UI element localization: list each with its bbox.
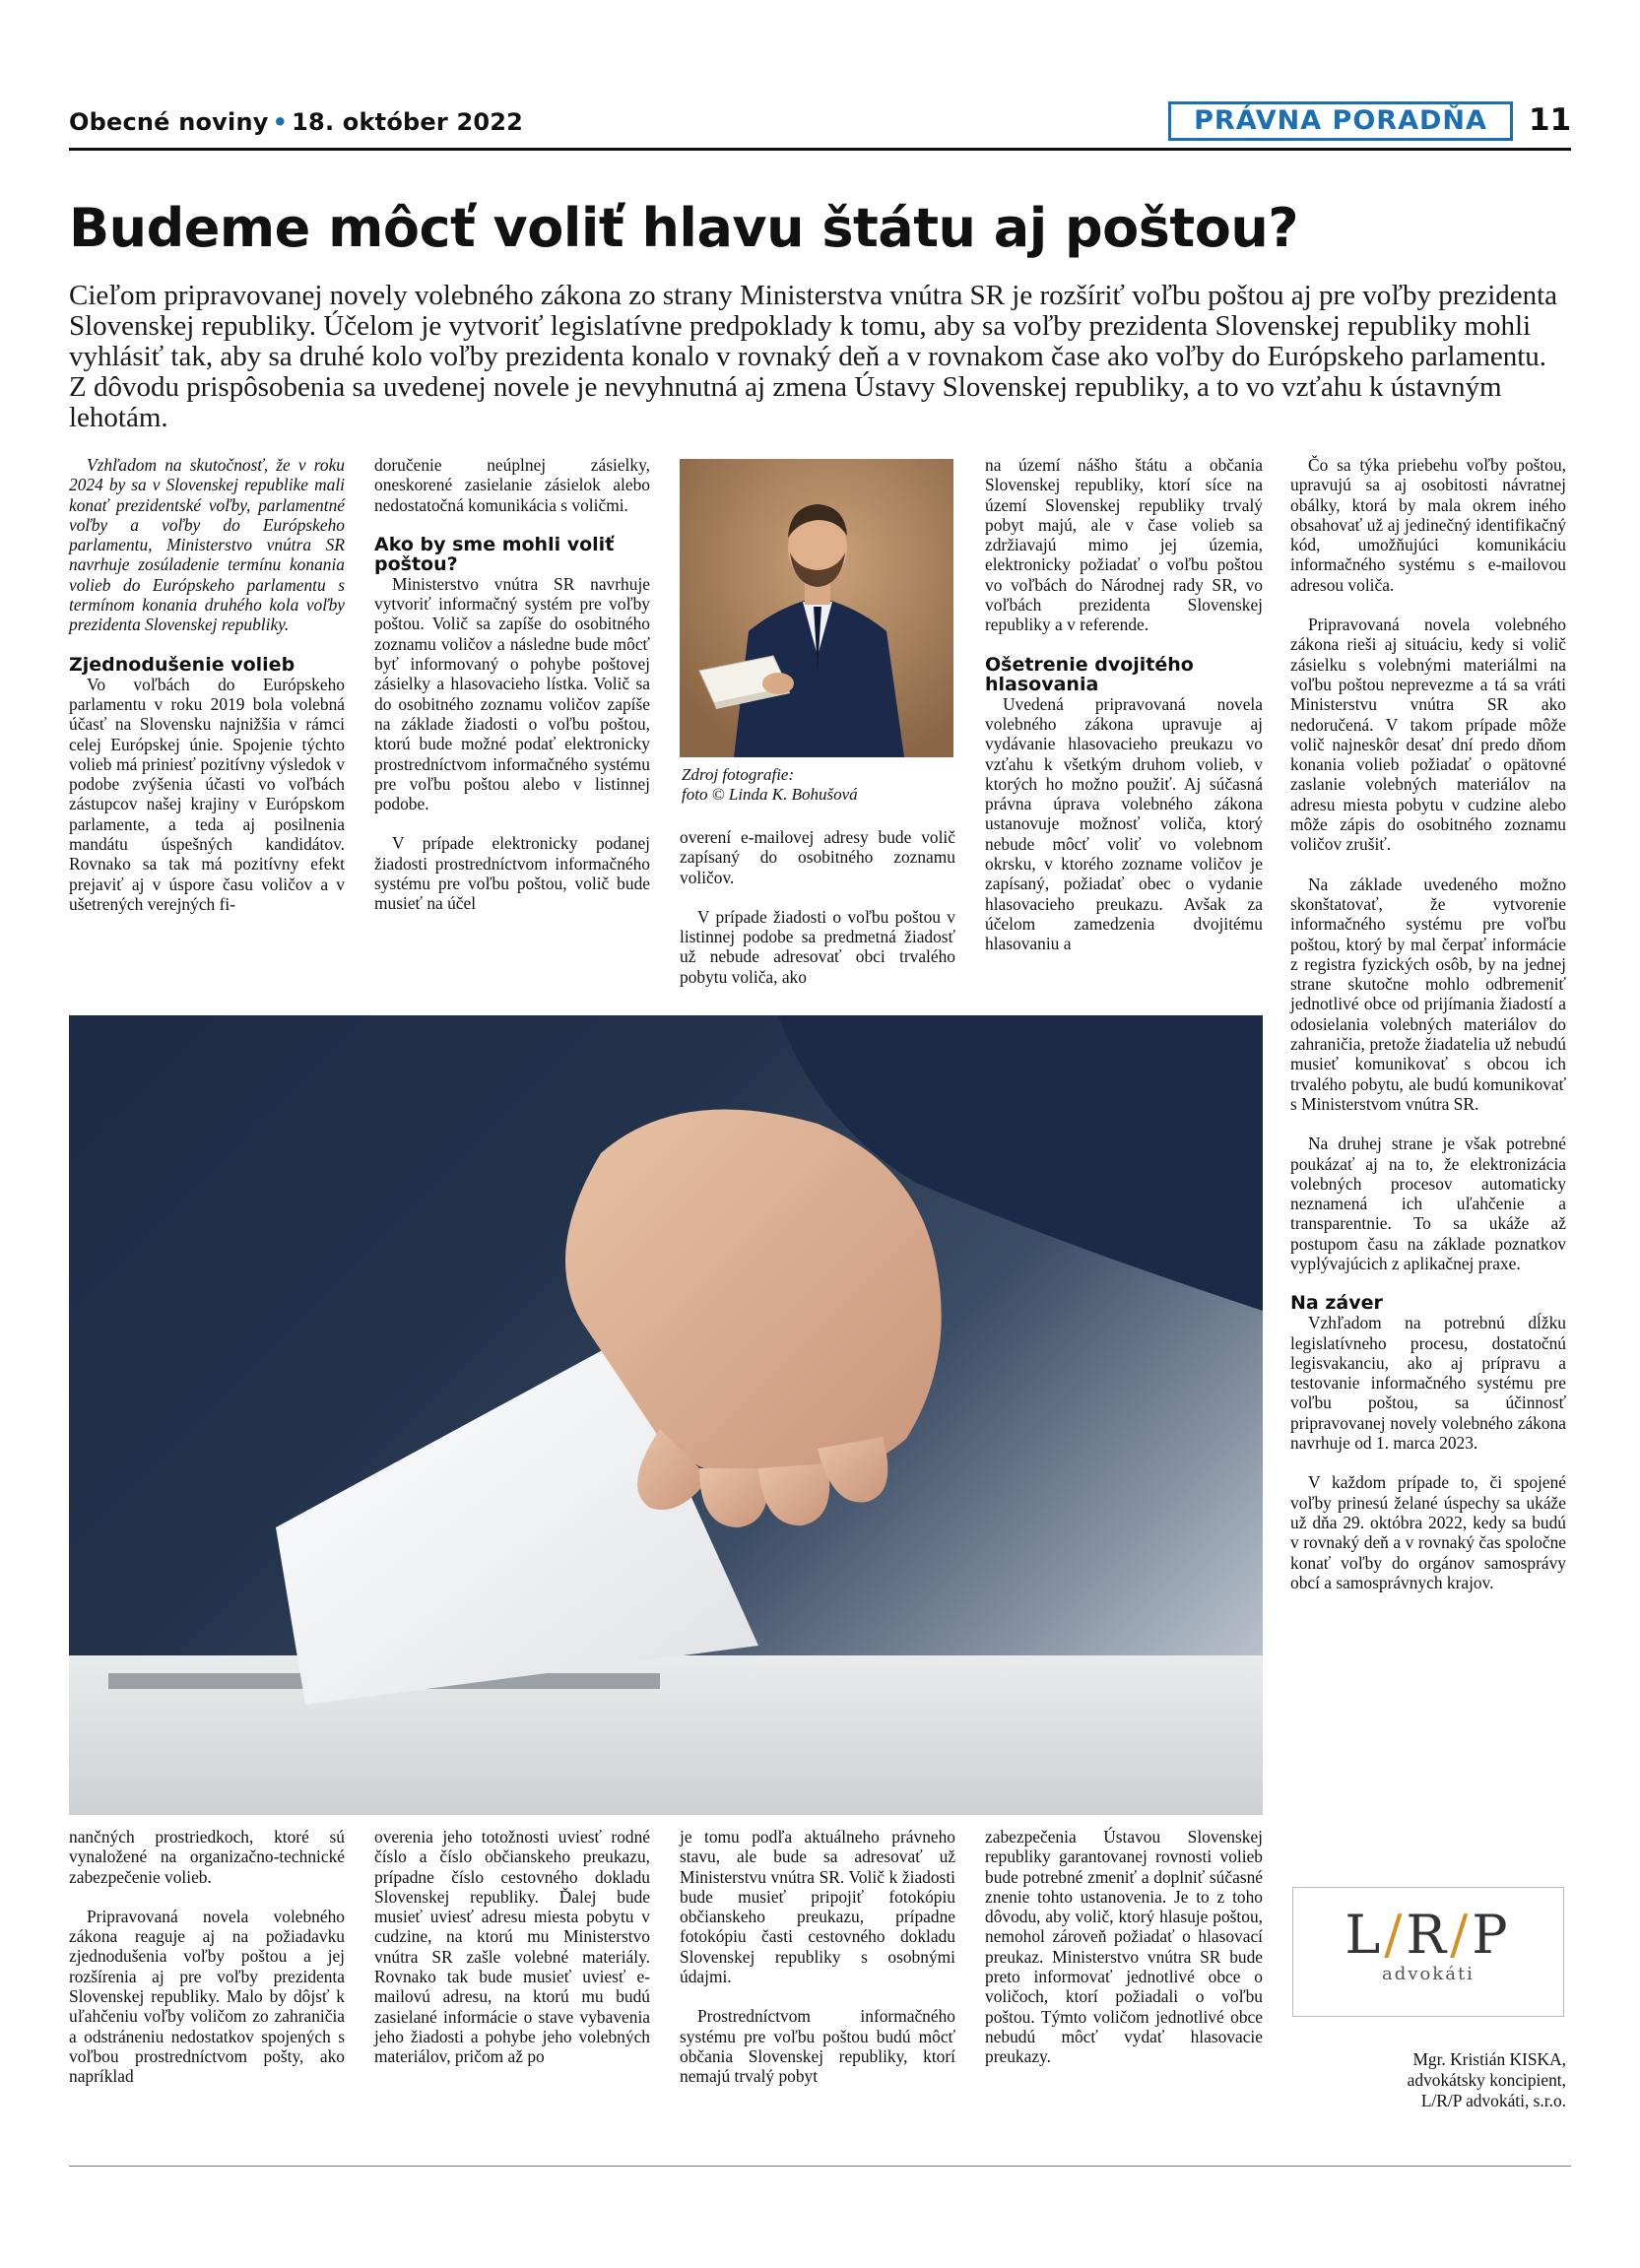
article-title: Budeme môcť voliť hlavu štátu aj poštou? bbox=[69, 197, 1299, 259]
column-3-bottom bbox=[680, 1827, 955, 2087]
column-4-top bbox=[985, 455, 1263, 954]
column-2-bottom bbox=[374, 1827, 650, 2067]
column-1-bottom bbox=[69, 1827, 345, 2087]
logo-letter-r: R bbox=[1406, 1904, 1451, 1966]
logo-slash: / bbox=[1384, 1904, 1407, 1966]
paragraph: V prípade elektronicky podanej žiadosti prostredníctvom informačného systému pre voľbu poštou, volič bude musieť na účel bbox=[374, 833, 650, 914]
author-portrait-photo bbox=[680, 459, 953, 757]
photo-caption bbox=[682, 765, 957, 805]
paragraph: overenia jeho totožnosti uviesť rodné číslo a číslo občianskeho preukazu, prípadne číslo cestovného dokladu Slovenskej republiky. Ďalej bude musieť uviesť adresu miesta pobytu v cudzine, na ktorú mu Ministerstvo vnútra SR zašle volebné materiály. Rovnako tak bude musieť uviesť e-mailovú adresu, na ktorú mu budú zasielané informácie o stave vybavenia jeho žiadosti a pohybe jeho volebných materiálov, pričom až po bbox=[374, 1827, 650, 2067]
paragraph: doručenie neúplnej zásielky, oneskorené zasielanie zásielok alebo nedostatočná komunikácia s voličmi. bbox=[374, 455, 650, 515]
logo-letter-p: P bbox=[1472, 1904, 1512, 1966]
logo-letter-l: L bbox=[1345, 1904, 1385, 1966]
logo-subtitle: advokáti bbox=[1382, 1964, 1475, 1984]
column-1-top bbox=[69, 455, 345, 914]
logo-slash: / bbox=[1450, 1904, 1473, 1966]
paragraph: V každom prípade to, či spojené voľby prinesú želané úspechy sa ukáže už dňa 29. októbra 2022, kedy sa budú v rovnaký deň a v rovnaký čas spoločne konať voľby do orgánov samosprávy obcí a samosprávnych krajov. bbox=[1290, 1472, 1566, 1592]
paragraph: zabezpečenia Ústavou Slovenskej republiky garantovanej rovnosti volieb bude potrebné zmeniť a doplniť súčasné znenie tohto ustanovenia. Je to z toho dôvodu, aby volič, ktorý hlasuje poštou, nemohol zároveň požiadať o hlasovací preukaz. Ministerstvo vnútra SR bude preto informovať jednotlivé obce o voličoch, ktorí požiadali o voľbu poštou. Týmto voličom jednotlivé obce nebudú môcť vydať hlasovacie preukazy. bbox=[985, 1827, 1263, 2067]
subheading-zjednodusenie: Zjednodušenie volieb bbox=[69, 653, 295, 676]
paragraph: overení e-mailovej adresy bude volič zapísaný do osobitného zoznamu voličov. bbox=[680, 827, 955, 887]
paragraph: na území nášho štátu a občania Slovenskej republiky, ktorí síce na území Slovenskej republiky trvalý pobyt majú, ale v čase volieb sa zdržiavajú mimo jej územia, elektronicky požiadať o voľbu poštou vo voľbách do Národnej rady SR, vo voľbách prezidenta Slovenskej republiky a v referende. bbox=[985, 455, 1263, 635]
intro-paragraph: Vzhľadom na skutočnosť, že v roku 2024 by sa v Slovenskej republike mali konať prezidentské voľby, parlamentné voľby a voľby do Európskeho parlamentu, Ministerstvo vnútra SR navrhuje zosúladenie termínu konania volieb do Európskeho parlamentu s termínom konania druhého kola voľby prezidenta Slovenskej republiky. bbox=[69, 455, 345, 635]
subheading-osetrenie: Ošetrenie dvojitého hlasovania bbox=[985, 653, 1194, 695]
section-label: PRÁVNA PORADŇA bbox=[1168, 101, 1513, 141]
publication-name: Obecné noviny bbox=[69, 108, 269, 136]
column-5 bbox=[1290, 455, 1566, 1592]
column-4-bottom bbox=[985, 1827, 1263, 2067]
lrp-logo bbox=[1292, 1887, 1564, 2017]
header-separator: • bbox=[272, 108, 289, 136]
column-2-top bbox=[374, 455, 650, 914]
ballot-illustration bbox=[69, 1015, 1263, 1815]
paragraph: Na druhej strane je však potrebné poukázať aj na to, že elektronizácia volebných procesov automaticky neznamená ich uľahčenie a transparentnie. To sa ukáže až postupom času na základe poznatkov vyplývajúcich z aplikačnej praxe. bbox=[1290, 1134, 1566, 1273]
author-name: Mgr. Kristián KISKA, bbox=[1412, 2049, 1566, 2069]
header-divider bbox=[69, 148, 1571, 151]
footer-divider bbox=[69, 2166, 1571, 2167]
portrait-illustration bbox=[680, 459, 953, 757]
paragraph: Pripravovaná novela volebného zákona rieši aj situáciu, kedy si volič zásielku s volebnými materiálmi na voľbu poštou neprevezme a tá sa vráti Ministerstvu vnútra SR ako nedoručená. V takom prípade môže volič najneskôr desať dní predo dňom konania volieb požiadať o opätovné zaslanie volebných materiálov na adresu miesta pobytu v cudzine alebo môže zápis do osobitného zoznamu voličov zrušiť. bbox=[1290, 615, 1566, 855]
article-lead: Cieľom pripravovanej novely volebného zákona zo strany Ministerstva vnútra SR je rozšíriť voľbu poštou aj pre voľby prezidenta Slovenskej republiky. Účelom je vytvoriť legislatívne predpoklady k tomu, aby sa voľby prezidenta Slovenskej republiky mohli vyhlásiť tak, aby sa druhé kolo voľby prezidenta konalo v rovnaký deň a v rovnakom čase ako voľby do Európskeho parlamentu. Z dôvodu prispôsobenia sa uvedenej novele je nevyhnutná aj zmena Ústavy Slovenskej republiky, a to vo vzťahu k ústavným lehotám. bbox=[69, 280, 1558, 433]
publication-date: 18. október 2022 bbox=[292, 108, 524, 136]
ballot-box-photo bbox=[69, 1015, 1263, 1815]
paragraph: Na základe uvedeného možno skonštatovať, že vytvorenie informačného systému pre voľbu poštou, ktorý by mal čerpať informácie z registra fyzických osôb, by na jednej strane skutočne mohlo odbremeniť jednotlivé obce od prijímania žiadostí a odosielania volebných materiálov do zahraničia, pretože žiadatelia už nebudú musieť komunikovať s obcou ich trvalého pobytu, ale budú komunikovať s Ministerstvom vnútra SR. bbox=[1290, 874, 1566, 1114]
paragraph: Prostredníctvom informačného systému pre voľbu poštou budú môcť občania Slovenskej republiky, ktorí nemajú trvalý pobyt bbox=[680, 2006, 955, 2087]
paragraph: je tomu podľa aktuálneho právneho stavu, ale bude sa adresovať už Ministerstvu vnútra SR. Volič k žiadosti bude musieť pripojiť fotokópiu občianskeho preukazu, prípadne fotokópiu časti cestovného dokladu Slovenskej republiky s osobnými údajmi. bbox=[680, 1827, 955, 1987]
publication-header bbox=[69, 108, 523, 136]
photo-caption-credit: foto © Linda K. Bohušová bbox=[682, 785, 858, 804]
subheading-ako-volit: Ako by sme mohli voliť poštou? bbox=[374, 533, 615, 575]
paragraph: Čo sa týka priebehu voľby poštou, upravujú sa aj osobitosti návratnej obálky, ktorá by mala okrem iného obsahovať už aj jedinečný identifikačný kód, umožňujúci komunikáciu informačného systému s e-mailovou adresou voliča. bbox=[1290, 455, 1566, 595]
paragraph: Vzhľadom na potrebnú dĺžku legislatívneho procesu, dostatočnú legisvakanciu, ako aj prípravu a testovanie informačného systému pre voľbu poštou, sa účinnosť pripravovanej novely volebného zákona navrhuje od 1. marca 2023. bbox=[1290, 1313, 1566, 1454]
logo-wordmark bbox=[1293, 1904, 1563, 1966]
paragraph: Ministerstvo vnútra SR navrhuje vytvoriť informačný systém pre voľby poštou. Volič sa zapíše do osobitného zoznamu voličov a následne bude môcť byť informovaný o pohybe poštovej zásielky a hlasovacieho lístka. Volič sa do osobitného zoznamu voličov zapíše na základe žiadosti o voľbu poštou, ktorú bude možné podať elektronicky prostredníctvom informačného systému pre voľbu poštou alebo v listinnej podobe. bbox=[374, 573, 650, 814]
paragraph: Pripravovaná novela volebného zákona reaguje aj na požiadavku zjednodušenia voľby poštou a jej rozšírenia aj pre voľby prezidenta Slovenskej republiky. Malo by dôjsť k uľahčeniu voľby voličom zo zahraničia a odstráneniu nedostatkov spojených s voľbou prostredníctvom pošty, ako napríklad bbox=[69, 1906, 345, 2087]
author-role: advokátsky koncipient, bbox=[1407, 2070, 1566, 2090]
paragraph: nančných prostriedkoch, ktoré sú vynaložené na organizačno-technické zabezpečenie volieb. bbox=[69, 1827, 345, 1887]
column-3-top bbox=[680, 827, 955, 987]
subheading-na-zaver: Na záver bbox=[1290, 1292, 1383, 1315]
paragraph: V prípade žiadosti o voľbu poštou v listinnej podobe sa predmetná žiadosť už nebude adresovať obci trvalého pobytu voliča, ako bbox=[680, 906, 955, 987]
author-signature bbox=[1290, 2049, 1566, 2111]
paragraph: Uvedená pripravovaná novela volebného zákona upravuje aj vydávanie hlasovacieho preukazu vo vzťahu k všetkým druhom volieb, v ktorých ho možno použiť. Aj súčasná právna úprava volebného zákona ustanovuje možnosť voliča, ktorý nebude môcť voliť vo volebnom okrsku, v ktorého zozname voličov je zapísaný, požiadať obec o vydanie hlasovacieho preukazu. Avšak za účelom zamedzenia dvojitému hlasovaniu a bbox=[985, 693, 1263, 954]
paragraph: Vo voľbách do Európskeho parlamentu v roku 2019 bola volebná účasť na Slovensku najnižšia v rámci celej Európskej únie. Spojenie týchto volieb má priniesť pozitívny výsledok v podobe zvýšenia účasti vo voľbách zástupcov našej krajiny v Európskom parlamente, a teda aj posilnenia mandátu úspešných kandidátov. Rovnako sa tak má pozitívny efekt prejaviť aj v úspore času voličov a v ušetrených verejných fi- bbox=[69, 674, 345, 914]
photo-caption-source: Zdroj fotografie: bbox=[682, 765, 795, 784]
author-firm: L/R/P advokáti, s.r.o. bbox=[1420, 2091, 1566, 2110]
page-number: 11 bbox=[1529, 102, 1572, 138]
